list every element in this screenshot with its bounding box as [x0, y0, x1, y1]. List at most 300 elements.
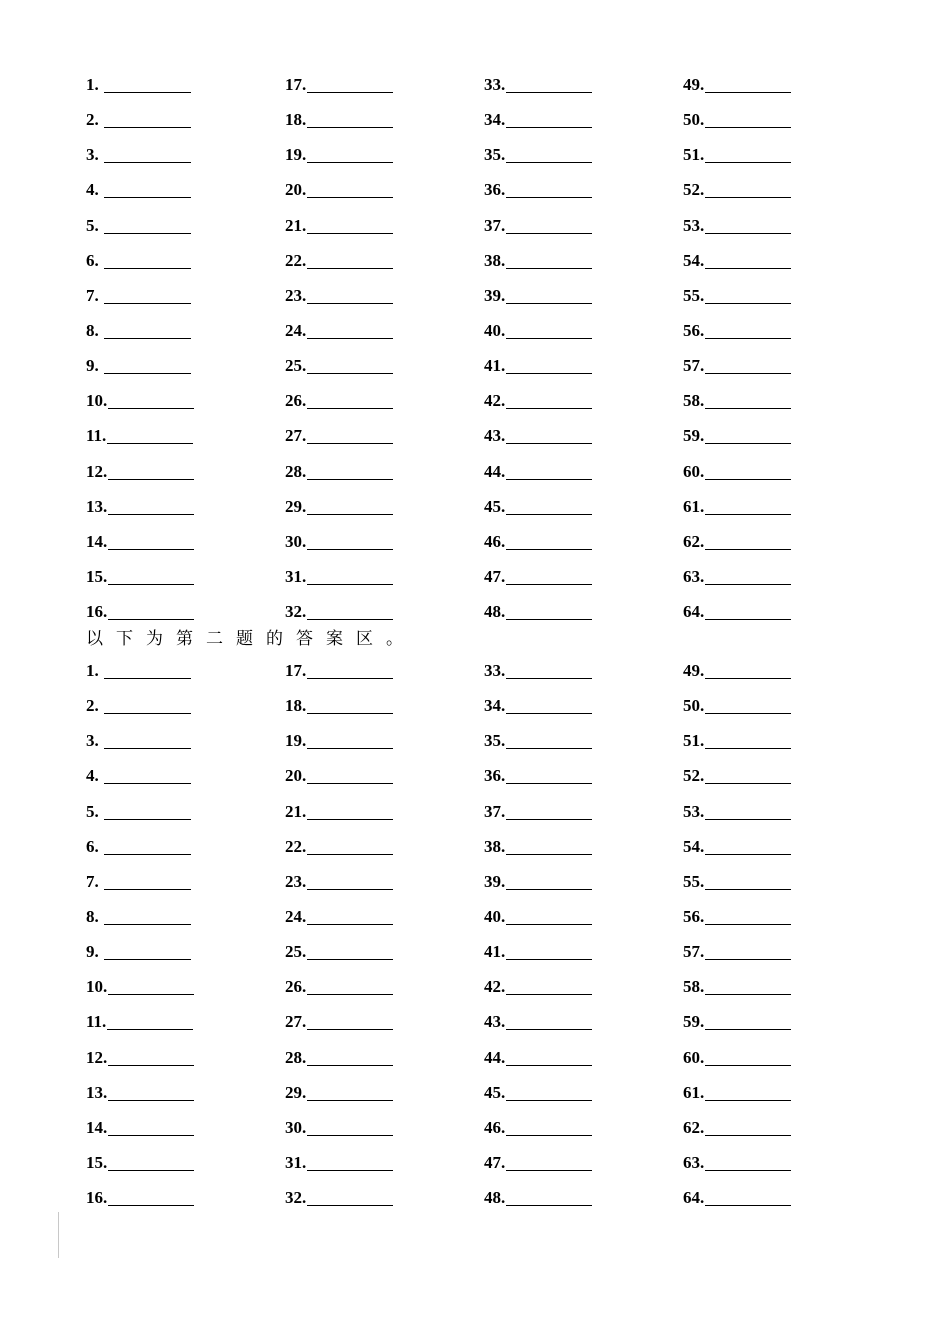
answer-row	[484, 974, 664, 1009]
answer-row	[683, 1045, 863, 1080]
answer-blank[interactable]	[506, 213, 592, 234]
answer-row	[683, 599, 863, 634]
answer-row	[683, 904, 863, 939]
answer-blank[interactable]	[506, 658, 592, 679]
answer-blank[interactable]	[705, 1009, 791, 1030]
answer-blank[interactable]	[307, 423, 393, 444]
question-number: 32.	[285, 1188, 307, 1208]
answer-blank[interactable]	[307, 564, 393, 585]
answer-blank[interactable]	[506, 248, 592, 269]
answer-row	[683, 388, 863, 423]
answer-blank[interactable]	[104, 107, 191, 128]
answer-blank[interactable]	[307, 318, 393, 339]
answer-blank[interactable]	[705, 939, 791, 960]
answer-blank[interactable]	[307, 1115, 393, 1136]
answer-blank[interactable]	[506, 318, 592, 339]
answer-row	[86, 939, 266, 974]
answer-row	[285, 904, 465, 939]
question-number: 7.	[86, 285, 99, 305]
answer-blank[interactable]	[506, 834, 592, 855]
question-number: 4.	[86, 766, 99, 786]
answer-row	[484, 728, 664, 763]
answer-row	[484, 564, 664, 599]
question-number: 37.	[484, 215, 506, 235]
answer-row	[683, 1080, 863, 1115]
answer-blank[interactable]	[506, 177, 592, 198]
question-number: 47.	[484, 566, 506, 586]
answer-blank[interactable]	[307, 353, 393, 374]
answer-row	[285, 529, 465, 564]
answer-blank[interactable]	[506, 1080, 592, 1101]
question-number: 43.	[484, 1012, 506, 1032]
answer-row	[683, 658, 863, 693]
answer-row	[285, 939, 465, 974]
answer-row	[86, 177, 266, 212]
answer-row	[683, 423, 863, 458]
answer-blank[interactable]	[705, 1080, 791, 1101]
question-number: 14.	[86, 531, 108, 551]
answer-row	[484, 1150, 664, 1185]
answer-blank[interactable]	[104, 763, 191, 784]
answer-blank[interactable]	[506, 799, 592, 820]
answer-blank[interactable]	[705, 869, 791, 890]
answer-blank[interactable]	[307, 763, 393, 784]
question-number: 25.	[285, 356, 307, 376]
answer-blank[interactable]	[506, 1185, 592, 1206]
question-number: 12.	[86, 1047, 108, 1067]
answer-row	[484, 459, 664, 494]
answer-row	[86, 904, 266, 939]
question-number: 25.	[285, 942, 307, 962]
answer-column	[86, 658, 266, 1220]
answer-blank[interactable]	[705, 728, 791, 749]
answer-blank[interactable]	[307, 248, 393, 269]
question-number: 16.	[86, 602, 108, 622]
question-number: 19.	[285, 731, 307, 751]
answer-blank[interactable]	[104, 904, 191, 925]
answer-blank[interactable]	[705, 834, 791, 855]
section-2-heading: 以下为第二题的答案区。	[86, 629, 416, 649]
answer-blank[interactable]	[307, 213, 393, 234]
answer-blank[interactable]	[108, 974, 194, 995]
answer-blank[interactable]	[506, 728, 592, 749]
answer-blank[interactable]	[108, 564, 194, 585]
answer-blank[interactable]	[104, 799, 191, 820]
question-number: 62.	[683, 531, 705, 551]
question-number: 57.	[683, 942, 705, 962]
answer-blank[interactable]	[104, 72, 191, 93]
answer-blank[interactable]	[307, 72, 393, 93]
answer-row	[86, 353, 266, 388]
answer-blank[interactable]	[108, 1185, 194, 1206]
answer-blank[interactable]	[506, 72, 592, 93]
answer-blank[interactable]	[108, 388, 194, 409]
answer-row	[683, 318, 863, 353]
answer-blank[interactable]	[307, 177, 393, 198]
answer-row	[285, 248, 465, 283]
answer-row	[285, 283, 465, 318]
answer-blank[interactable]	[506, 283, 592, 304]
answer-row	[484, 72, 664, 107]
answer-row	[484, 1009, 664, 1044]
answer-blank[interactable]	[307, 142, 393, 163]
answer-blank[interactable]	[506, 353, 592, 374]
answer-row	[683, 1009, 863, 1044]
question-number: 41.	[484, 356, 506, 376]
question-number: 22.	[285, 836, 307, 856]
question-number: 63.	[683, 1152, 705, 1172]
question-number: 23.	[285, 871, 307, 891]
answer-row	[86, 318, 266, 353]
question-number: 53.	[683, 801, 705, 821]
answer-row	[285, 1080, 465, 1115]
answer-blank[interactable]	[307, 728, 393, 749]
answer-blank[interactable]	[104, 318, 191, 339]
question-number: 43.	[484, 426, 506, 446]
answer-blank[interactable]	[307, 494, 393, 515]
answer-row	[285, 107, 465, 142]
question-number: 20.	[285, 766, 307, 786]
answer-row	[285, 799, 465, 834]
question-number: 40.	[484, 320, 506, 340]
margin-line	[58, 1212, 59, 1258]
answer-blank[interactable]	[104, 728, 191, 749]
answer-blank[interactable]	[705, 388, 791, 409]
answer-row	[484, 423, 664, 458]
answer-row	[484, 388, 664, 423]
answer-row	[683, 799, 863, 834]
question-number: 55.	[683, 285, 705, 305]
answer-blank[interactable]	[108, 1080, 194, 1101]
answer-row	[683, 494, 863, 529]
answer-row	[683, 529, 863, 564]
answer-blank[interactable]	[108, 1115, 194, 1136]
question-number: 61.	[683, 1082, 705, 1102]
answer-blank[interactable]	[104, 834, 191, 855]
answer-blank[interactable]	[506, 599, 592, 620]
answer-row	[683, 283, 863, 318]
answer-blank[interactable]	[705, 1045, 791, 1066]
answer-blank[interactable]	[307, 974, 393, 995]
answer-blank[interactable]	[506, 388, 592, 409]
answer-blank[interactable]	[307, 1150, 393, 1171]
question-number: 5.	[86, 215, 99, 235]
answer-row	[484, 353, 664, 388]
answer-row	[285, 388, 465, 423]
question-number: 64.	[683, 602, 705, 622]
answer-row	[285, 423, 465, 458]
answer-blank[interactable]	[705, 459, 791, 480]
answer-row	[484, 318, 664, 353]
question-number: 51.	[683, 731, 705, 751]
answer-blank[interactable]	[705, 494, 791, 515]
answer-blank[interactable]	[705, 107, 791, 128]
question-number: 46.	[484, 1117, 506, 1137]
answer-blank[interactable]	[307, 658, 393, 679]
question-number: 57.	[683, 356, 705, 376]
answer-blank[interactable]	[705, 283, 791, 304]
answer-blank[interactable]	[705, 658, 791, 679]
answer-row	[86, 72, 266, 107]
answer-blank[interactable]	[104, 869, 191, 890]
question-number: 16.	[86, 1188, 108, 1208]
question-number: 59.	[683, 1012, 705, 1032]
answer-row	[285, 494, 465, 529]
question-number: 50.	[683, 696, 705, 716]
answer-row	[285, 564, 465, 599]
answer-blank[interactable]	[506, 494, 592, 515]
answer-row	[484, 1045, 664, 1080]
answer-row	[86, 974, 266, 1009]
question-number: 33.	[484, 661, 506, 680]
answer-blank[interactable]	[705, 904, 791, 925]
question-number: 12.	[86, 461, 108, 481]
question-number: 26.	[285, 391, 307, 411]
question-number: 51.	[683, 145, 705, 165]
answer-blank[interactable]	[107, 423, 193, 444]
answer-blank[interactable]	[705, 599, 791, 620]
answer-blank[interactable]	[506, 1009, 592, 1030]
answer-row	[86, 693, 266, 728]
answer-blank[interactable]	[705, 142, 791, 163]
answer-blank[interactable]	[506, 939, 592, 960]
answer-blank[interactable]	[506, 763, 592, 784]
answer-blank[interactable]	[104, 213, 191, 234]
answer-blank[interactable]	[705, 799, 791, 820]
question-number: 48.	[484, 602, 506, 622]
answer-blank[interactable]	[108, 599, 194, 620]
question-number: 23.	[285, 285, 307, 305]
answer-blank[interactable]	[108, 459, 194, 480]
answer-row	[683, 564, 863, 599]
answer-blank[interactable]	[307, 388, 393, 409]
answer-row	[285, 728, 465, 763]
answer-row	[683, 1115, 863, 1150]
question-number: 44.	[484, 1047, 506, 1067]
answer-blank[interactable]	[104, 353, 191, 374]
question-number: 55.	[683, 871, 705, 891]
answer-row	[484, 248, 664, 283]
question-number: 18.	[285, 110, 307, 130]
answer-row	[484, 107, 664, 142]
answer-row	[86, 529, 266, 564]
question-number: 52.	[683, 180, 705, 200]
answer-blank[interactable]	[506, 1045, 592, 1066]
question-number: 1.	[86, 661, 99, 680]
answer-blank[interactable]	[307, 693, 393, 714]
question-number: 10.	[86, 391, 108, 411]
question-number: 34.	[484, 696, 506, 716]
question-number: 3.	[86, 731, 99, 751]
answer-blank[interactable]	[307, 799, 393, 820]
answer-row	[285, 459, 465, 494]
answer-row	[683, 177, 863, 212]
answer-blank[interactable]	[506, 693, 592, 714]
answer-blank[interactable]	[705, 564, 791, 585]
answer-row	[86, 107, 266, 142]
answer-blank[interactable]	[705, 353, 791, 374]
question-number: 29.	[285, 496, 307, 516]
answer-blank[interactable]	[506, 869, 592, 890]
question-number: 42.	[484, 977, 506, 997]
answer-blank[interactable]	[307, 283, 393, 304]
answer-row	[683, 107, 863, 142]
answer-row	[484, 142, 664, 177]
question-number: 8.	[86, 320, 99, 340]
question-number: 28.	[285, 1047, 307, 1067]
answer-row	[683, 353, 863, 388]
answer-blank[interactable]	[307, 1045, 393, 1066]
answer-row	[86, 564, 266, 599]
answer-blank[interactable]	[705, 318, 791, 339]
answer-row	[86, 728, 266, 763]
question-number: 8.	[86, 906, 99, 926]
answer-blank[interactable]	[506, 1150, 592, 1171]
question-number: 19.	[285, 145, 307, 165]
question-number: 61.	[683, 496, 705, 516]
answer-blank[interactable]	[705, 1115, 791, 1136]
question-number: 31.	[285, 566, 307, 586]
question-number: 56.	[683, 906, 705, 926]
answer-blank[interactable]	[307, 529, 393, 550]
answer-blank[interactable]	[307, 834, 393, 855]
answer-blank[interactable]	[705, 248, 791, 269]
answer-blank[interactable]	[705, 529, 791, 550]
answer-row	[86, 494, 266, 529]
question-number: 27.	[285, 1012, 307, 1032]
answer-row	[484, 213, 664, 248]
answer-row	[484, 283, 664, 318]
question-number: 35.	[484, 145, 506, 165]
answer-column	[285, 72, 465, 634]
answer-row	[683, 213, 863, 248]
answer-blank[interactable]	[506, 1115, 592, 1136]
answer-blank[interactable]	[705, 974, 791, 995]
question-number: 60.	[683, 461, 705, 481]
answer-blank[interactable]	[506, 974, 592, 995]
question-number: 26.	[285, 977, 307, 997]
answer-blank[interactable]	[104, 658, 191, 679]
question-number: 27.	[285, 426, 307, 446]
answer-row	[86, 799, 266, 834]
question-number: 37.	[484, 801, 506, 821]
answer-row	[683, 1150, 863, 1185]
question-number: 54.	[683, 836, 705, 856]
question-number: 49.	[683, 75, 705, 94]
answer-blank[interactable]	[307, 1080, 393, 1101]
answer-blank[interactable]	[104, 693, 191, 714]
answer-blank[interactable]	[307, 1009, 393, 1030]
question-number: 10.	[86, 977, 108, 997]
answer-blank[interactable]	[705, 1185, 791, 1206]
question-number: 15.	[86, 1152, 108, 1172]
answer-blank[interactable]	[104, 939, 191, 960]
question-number: 48.	[484, 1188, 506, 1208]
question-number: 20.	[285, 180, 307, 200]
answer-blank[interactable]	[705, 693, 791, 714]
answer-row	[484, 658, 664, 693]
answer-row	[86, 1150, 266, 1185]
question-number: 58.	[683, 391, 705, 411]
answer-blank[interactable]	[506, 459, 592, 480]
answer-blank[interactable]	[307, 599, 393, 620]
question-number: 39.	[484, 871, 506, 891]
answer-row	[285, 72, 465, 107]
answer-row	[86, 1045, 266, 1080]
answer-row	[484, 1115, 664, 1150]
answer-blank[interactable]	[307, 459, 393, 480]
answer-row	[86, 283, 266, 318]
answer-blank[interactable]	[104, 248, 191, 269]
answer-blank[interactable]	[104, 177, 191, 198]
answer-blank[interactable]	[506, 904, 592, 925]
answer-blank[interactable]	[307, 939, 393, 960]
answer-blank[interactable]	[108, 1150, 194, 1171]
answer-blank[interactable]	[705, 1150, 791, 1171]
answer-row	[285, 658, 465, 693]
answer-blank[interactable]	[307, 869, 393, 890]
answer-blank[interactable]	[506, 423, 592, 444]
question-number: 11.	[86, 426, 107, 446]
answer-blank[interactable]	[506, 564, 592, 585]
question-number: 36.	[484, 766, 506, 786]
question-number: 59.	[683, 426, 705, 446]
answer-row	[285, 1150, 465, 1185]
answer-blank[interactable]	[506, 529, 592, 550]
question-number: 52.	[683, 766, 705, 786]
question-number: 24.	[285, 320, 307, 340]
answer-blank[interactable]	[104, 283, 191, 304]
answer-blank[interactable]	[705, 423, 791, 444]
answer-column	[484, 72, 664, 634]
answer-row	[484, 1080, 664, 1115]
answer-blank[interactable]	[705, 763, 791, 784]
answer-blank[interactable]	[705, 177, 791, 198]
answer-row	[86, 1080, 266, 1115]
answer-blank[interactable]	[307, 1185, 393, 1206]
answer-blank[interactable]	[108, 494, 194, 515]
answer-blank[interactable]	[705, 72, 791, 93]
question-number: 30.	[285, 1117, 307, 1137]
answer-row	[683, 459, 863, 494]
answer-row	[285, 834, 465, 869]
answer-blank[interactable]	[506, 142, 592, 163]
question-number: 45.	[484, 1082, 506, 1102]
answer-blank[interactable]	[108, 1045, 194, 1066]
answer-row	[86, 1115, 266, 1150]
question-number: 9.	[86, 942, 99, 962]
question-number: 2.	[86, 110, 99, 130]
answer-row	[285, 974, 465, 1009]
answer-column	[484, 658, 664, 1220]
answer-row	[484, 939, 664, 974]
question-number: 56.	[683, 320, 705, 340]
answer-blank[interactable]	[705, 213, 791, 234]
question-number: 1.	[86, 75, 99, 94]
answer-row	[86, 248, 266, 283]
answer-blank[interactable]	[506, 107, 592, 128]
answer-blank[interactable]	[107, 1009, 193, 1030]
answer-blank[interactable]	[108, 529, 194, 550]
answer-row	[86, 763, 266, 798]
answer-row	[683, 939, 863, 974]
answer-blank[interactable]	[307, 904, 393, 925]
answer-row	[484, 869, 664, 904]
answer-row	[683, 834, 863, 869]
answer-blank[interactable]	[307, 107, 393, 128]
answer-row	[683, 1185, 863, 1220]
answer-blank[interactable]	[104, 142, 191, 163]
